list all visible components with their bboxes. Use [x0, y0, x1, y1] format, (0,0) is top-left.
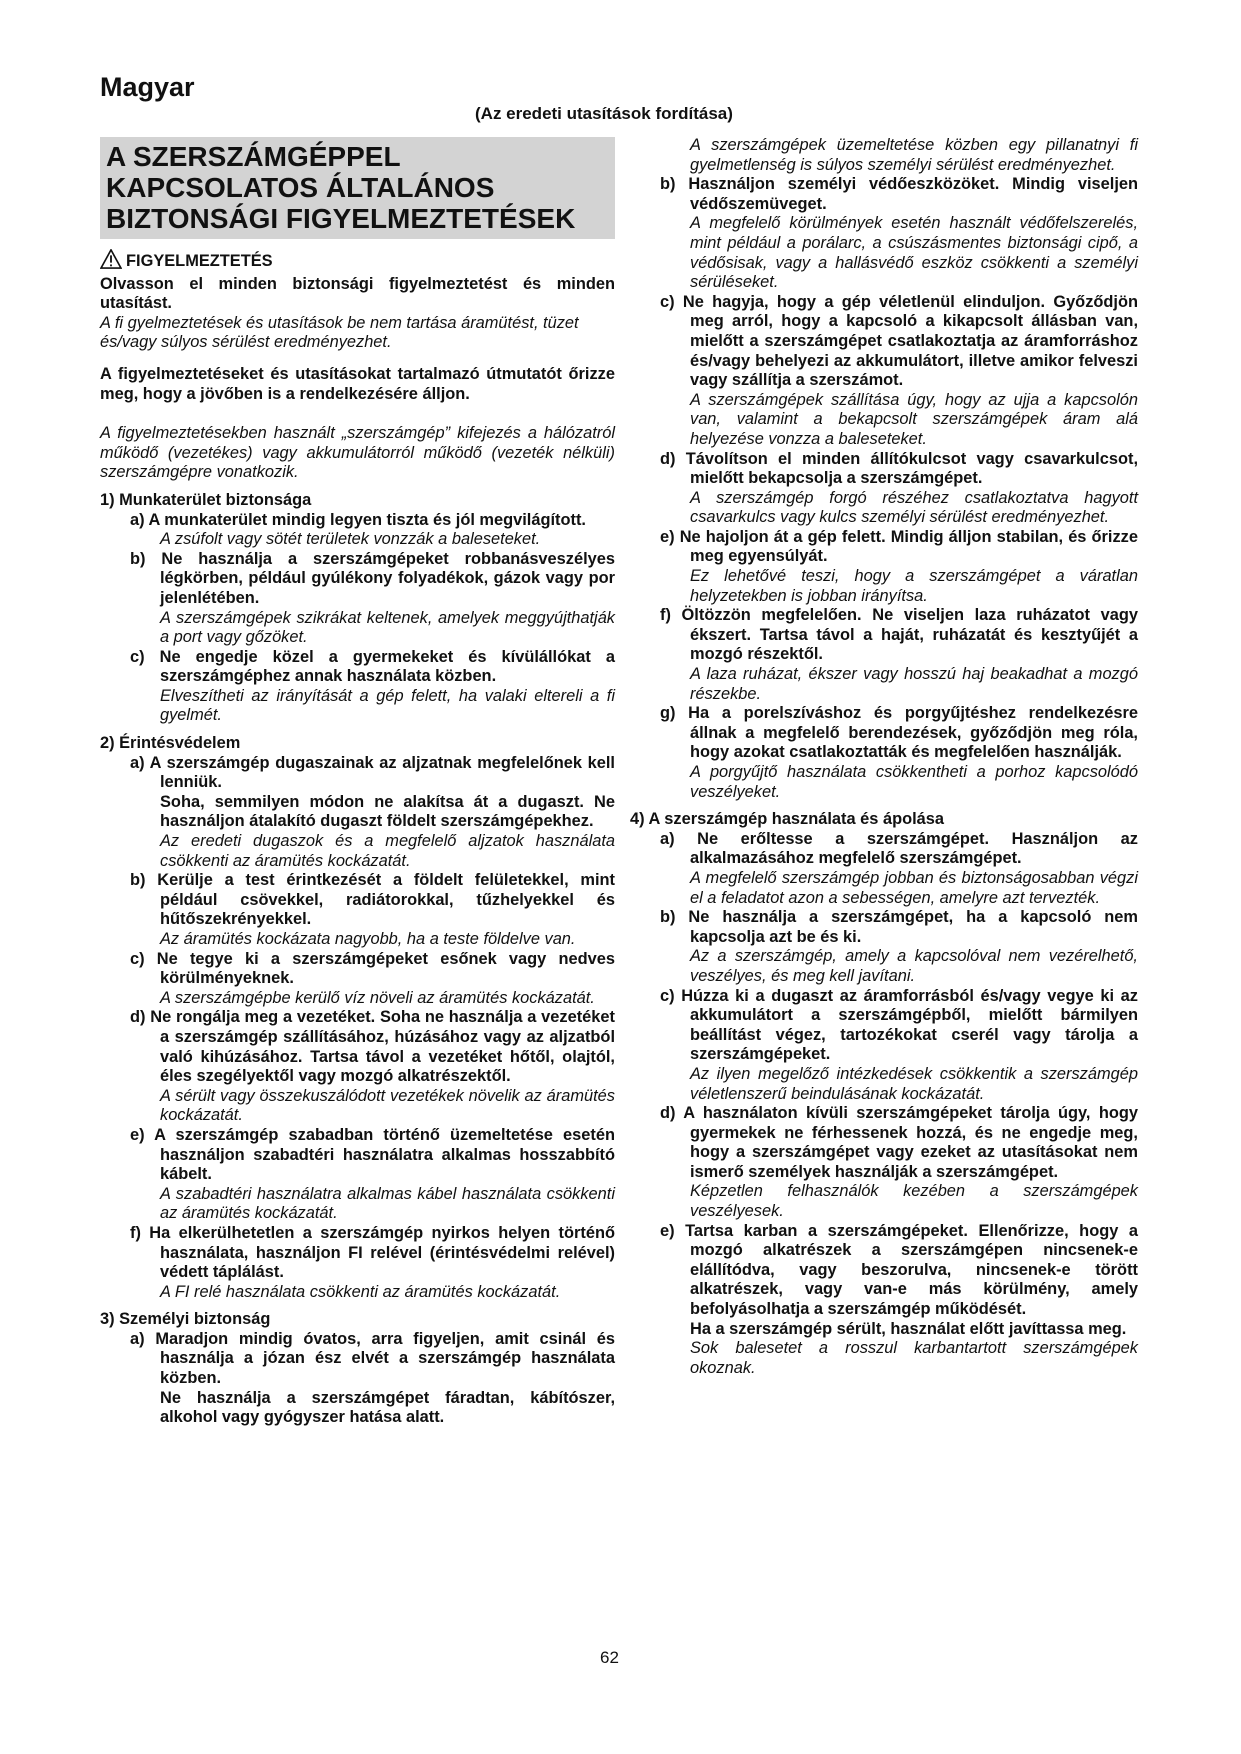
- section-title-box: [100, 137, 615, 239]
- warning-heading: [100, 249, 615, 275]
- s2-e-head: e) A szerszámgép szabadban történő üzemeltetése esetén használjon szabadtéri használatra alkalmas hosszabbító kábelt.: [130, 1125, 615, 1184]
- title-line-2: KAPCSOLATOS ÁLTALÁNOS: [106, 172, 495, 203]
- warning-read-all: Olvasson el minden biztonsági figyelmeztetést és minden utasítást.: [100, 274, 615, 313]
- s3-e-note: Ez lehetővé teszi, hogy a szerszámgépet a váratlan helyzetekben is jobban irányítsa.: [690, 567, 1138, 605]
- section-2-items: [100, 754, 615, 1303]
- s1-b-note: A szerszámgépek szikrákat keltenek, amelyek meggyújthatják a port vagy gőzöket.: [160, 608, 615, 647]
- s2-e-note: A szabadtéri használatra alkalmas kábel használata csökkenti az áramütés kockázatát.: [160, 1184, 615, 1223]
- title-line-3: BIZTONSÁGI FIGYELMEZTETÉSEK: [106, 203, 576, 234]
- s4-e-note: Sok balesetet a rosszul karbantartott szerszámgépek okoznak.: [690, 1339, 1138, 1377]
- s2-a-head: a) A szerszámgép dugaszainak az aljzatnak megfelelőnek kell lenniük.: [130, 753, 615, 792]
- s3-f-note: A laza ruházat, ékszer vagy hosszú haj beakadhat a mozgó részekbe.: [690, 665, 1138, 703]
- page-number: 62: [600, 1648, 619, 1667]
- s3-c-note: A szerszámgépek szállítása úgy, hogy az ujja a kapcsolón van, valamint a bekapcsolt szerszámgépek áram alá helyezése vonzza a baleseteket.: [690, 390, 1138, 448]
- s3-g-note: A porgyűjtő használata csökkentheti a porhoz kapcsolódó veszélyeket.: [690, 763, 1138, 801]
- s3-d-note: A szerszámgép forgó részéhez csatlakoztatva hagyott csavarkulcs vagy kulcs személyi sérülést eredményezhet.: [690, 488, 1138, 527]
- s1-c-head: c) Ne engedje közel a gyermekeket és kívülállókat a szerszámgéphez annak használata közben.: [130, 647, 615, 686]
- s3-g-head: g) Ha a porelszíváshoz és porgyűjtéshez rendelkezésre állnak a megfelelő berendezések, győződjön meg róla, hogy azokat csatlakoztatták és megfelelően használják.: [660, 704, 1138, 762]
- s4-b-note: Az a szerszámgép, amely a kapcsolóval nem vezérelhető, veszélyes, és meg kell javítani.: [690, 947, 1138, 985]
- s2-a-note: Az eredeti dugaszok és a megfelelő aljzatok használata csökkenti az áramütés kockázatát.: [160, 832, 615, 870]
- section-3-items-right: [660, 136, 1138, 802]
- s3-c-head: c) Ne hagyja, hogy a gép véletlenül elinduljon. Győződjön meg arról, hogy a kapcsoló a kikapcsolt állásban van, mielőtt a szerszámgépet csatlakoztatja az áramforráshoz és/vagy behelyezi az akkumulátort, illetve amikor felveszi vagy szállítja a szerszámot.: [660, 292, 1138, 390]
- s4-c-head: c) Húzza ki a dugaszt az áramforrásból és/vagy vegye ki az akkumulátort a szerszámgépből, mielőtt bármilyen beállítást végez, tartozékokat cserél vagy tárolja a szerszámgépeket.: [660, 986, 1138, 1064]
- section-4-title: 4) A szerszámgép használata és ápolása: [630, 810, 944, 829]
- s3-f-head: f) Öltözzön megfelelően. Ne viseljen laza ruházatot vagy ékszert. Tartsa távol a haját, ruházatát és kesztyűjét a mozgó részektől.: [660, 606, 1138, 664]
- s3-d-head: d) Távolítson el minden állítókulcsot vagy csavarkulcsot, mielőtt bekapcsolja a szerszámgépet.: [660, 449, 1138, 488]
- warning-keep-manual: A figyelmeztetéseket és utasításokat tartalmazó útmutatót őrizze meg, hogy a jövőben is a rendelkezésére álljon.: [100, 364, 615, 403]
- right-column: [630, 136, 1138, 1378]
- s2-b-head: b) Kerülje a test érintkezését a földelt felületekkel, mint például csövekkel, radiátorokkal, tűzhelyekkel és hűtőszekrényekkel.: [130, 871, 615, 929]
- warning-label: FIGYELMEZTETÉS: [126, 252, 273, 270]
- s4-e-head: e) Tartsa karban a szerszámgépeket. Ellenőrizze, hogy a mozgó alkatrészek a szerszámgépen nincsenek-e elállítódva, vagy beszorulva, nincsenek-e törött alkatrészek, vagy van-e más körülmény, amely befolyásolhatja a szerszámgép működését.: [660, 1221, 1138, 1319]
- s4-d-note: Képzetlen felhasználók kezében a szerszámgépek veszélyesek.: [690, 1182, 1138, 1221]
- s4-b-head: b) Ne használja a szerszámgépet, ha a kapcsoló nem kapcsolja azt be és ki.: [660, 908, 1138, 946]
- s4-a-note: A megfelelő szerszámgép jobban és biztonságosabban végzi el a feladatot azon a sebességen, amelyre azt tervezték.: [690, 868, 1138, 907]
- translation-subtitle: (Az eredeti utasítások fordítása): [475, 104, 733, 123]
- s3-e-head: e) Ne hajoljon át a gép felett. Mindig álljon stabilan, és őrizze meg egyensúlyát.: [660, 527, 1138, 566]
- s2-f-head: f) Ha elkerülhetetlen a szerszámgép nyirkos helyen történő használata, használjon FI relével (érintésvédelmi relével) védett táplálást.: [130, 1223, 615, 1282]
- section-1-title: 1) Munkaterület biztonsága: [100, 490, 312, 509]
- s3-a-head: a) Maradjon mindig óvatos, arra figyeljen, amit csinál és használja a józan ész elvét a szerszámgép használata közben.: [130, 1329, 615, 1388]
- s2-b-note: Az áramütés kockázata nagyobb, ha a teste földelve van.: [160, 930, 576, 948]
- s2-d-head: d) Ne rongálja meg a vezetéket. Soha ne használja a vezetéket a szerszámgép szállításához, húzásához vagy az aljzatból való kihúzásához. Tartsa távol a vezetéket hőtől, olajtól, éles szegélyektől vagy mozgó alkatrészektől.: [130, 1008, 615, 1086]
- s1-b-head: b) Ne használja a szerszámgépeket robbanásveszélyes légkörben, például gyúlékony folyadékok, gázok vagy por jelenlétében.: [130, 549, 615, 607]
- s3-a-head2: Ne használja a szerszámgépet fáradtan, kábítószer, alkohol vagy gyógyszer hatása alatt.: [160, 1388, 615, 1427]
- s4-d-head: d) A használaton kívüli szerszámgépeket tárolja úgy, hogy gyermekek ne férhessenek hozzá, és ne engedje meg, hogy a szerszámgépet vagy ezeket az utasításokat nem ismerő személyek használják a szerszámgépet.: [660, 1104, 1138, 1181]
- s4-e-head2: Ha a szerszámgép sérült, használat előtt javíttassa meg.: [690, 1319, 1127, 1338]
- left-column: [100, 136, 615, 1428]
- s2-a-head2: Soha, semmilyen módon ne alakítsa át a dugaszt. Ne használjon átalakító dugaszt földelt szerszámgépekhez.: [160, 792, 615, 831]
- s3-a-note: A szerszámgépek üzemeltetése közben egy pillanatnyi fi gyelmetlenség is súlyos személyi sérülést eredményezhet.: [690, 136, 1138, 174]
- warning-definition: A figyelmeztetésekben használt „szerszámgép” kifejezés a hálózatról működő (vezetékes) vagy akkumulátorról működő (vezeték nélküli) szerszámgépre vonatkozik.: [100, 424, 615, 482]
- s2-c-head: c) Ne tegye ki a szerszámgépeket esőnek vagy nedves körülményeknek.: [130, 949, 615, 988]
- s1-a-note: A zsúfolt vagy sötét területek vonzzák a baleseteket.: [160, 530, 541, 549]
- s1-c-note: Elveszítheti az irányítását a gép felett, ha valaki eltereli a fi gyelmét.: [160, 686, 615, 725]
- title-line-1: A SZERSZÁMGÉPPEL: [106, 141, 401, 172]
- section-3-title: 3) Személyi biztonság: [100, 1310, 271, 1329]
- section-4-items: [660, 830, 1138, 1379]
- section-2-title: 2) Érintésvédelem: [100, 734, 241, 753]
- s3-b-head: b) Használjon személyi védőeszközöket. Mindig viseljen védőszemüveget.: [660, 175, 1138, 213]
- s2-c-note: A szerszámgépbe kerülő víz növeli az áramütés kockázatát.: [160, 988, 595, 1007]
- s3-b-note: A megfelelő körülmények esetén használt védőfelszerelés, mint például a porálarc, a csúszásmentes biztonsági cipő, a védősisak, vagy a hallásvédő eszköz csökkenti a személyi sérüléseket.: [690, 214, 1138, 292]
- s4-c-note: Az ilyen megelőző intézkedések csökkentik a szerszámgép véletlenszerű beindulásának kockázatát.: [690, 1064, 1138, 1103]
- warning-triangle-icon: [100, 249, 122, 275]
- s4-a-head: a) Ne erőltesse a szerszámgépet. Használjon az alkalmazásához megfelelő szerszámgépet.: [660, 829, 1138, 868]
- s1-a-head: a) A munkaterület mindig legyen tiszta és jól megvilágított.: [130, 510, 586, 529]
- language-heading: Magyar: [100, 72, 195, 102]
- s2-f-note: A FI relé használata csökkenti az áramütés kockázatát.: [160, 1282, 561, 1301]
- s2-d-note: A sérült vagy összekuszálódott vezetékek növelik az áramütés kockázatát.: [160, 1086, 615, 1125]
- warning-consequence: A fi gyelmeztetések és utasítások be nem tartása áramütést, tüzet és/vagy súlyos sérülést eredményezhet.: [100, 313, 579, 352]
- section-1-items: [100, 511, 615, 727]
- section-3-items-left: [100, 1330, 615, 1428]
